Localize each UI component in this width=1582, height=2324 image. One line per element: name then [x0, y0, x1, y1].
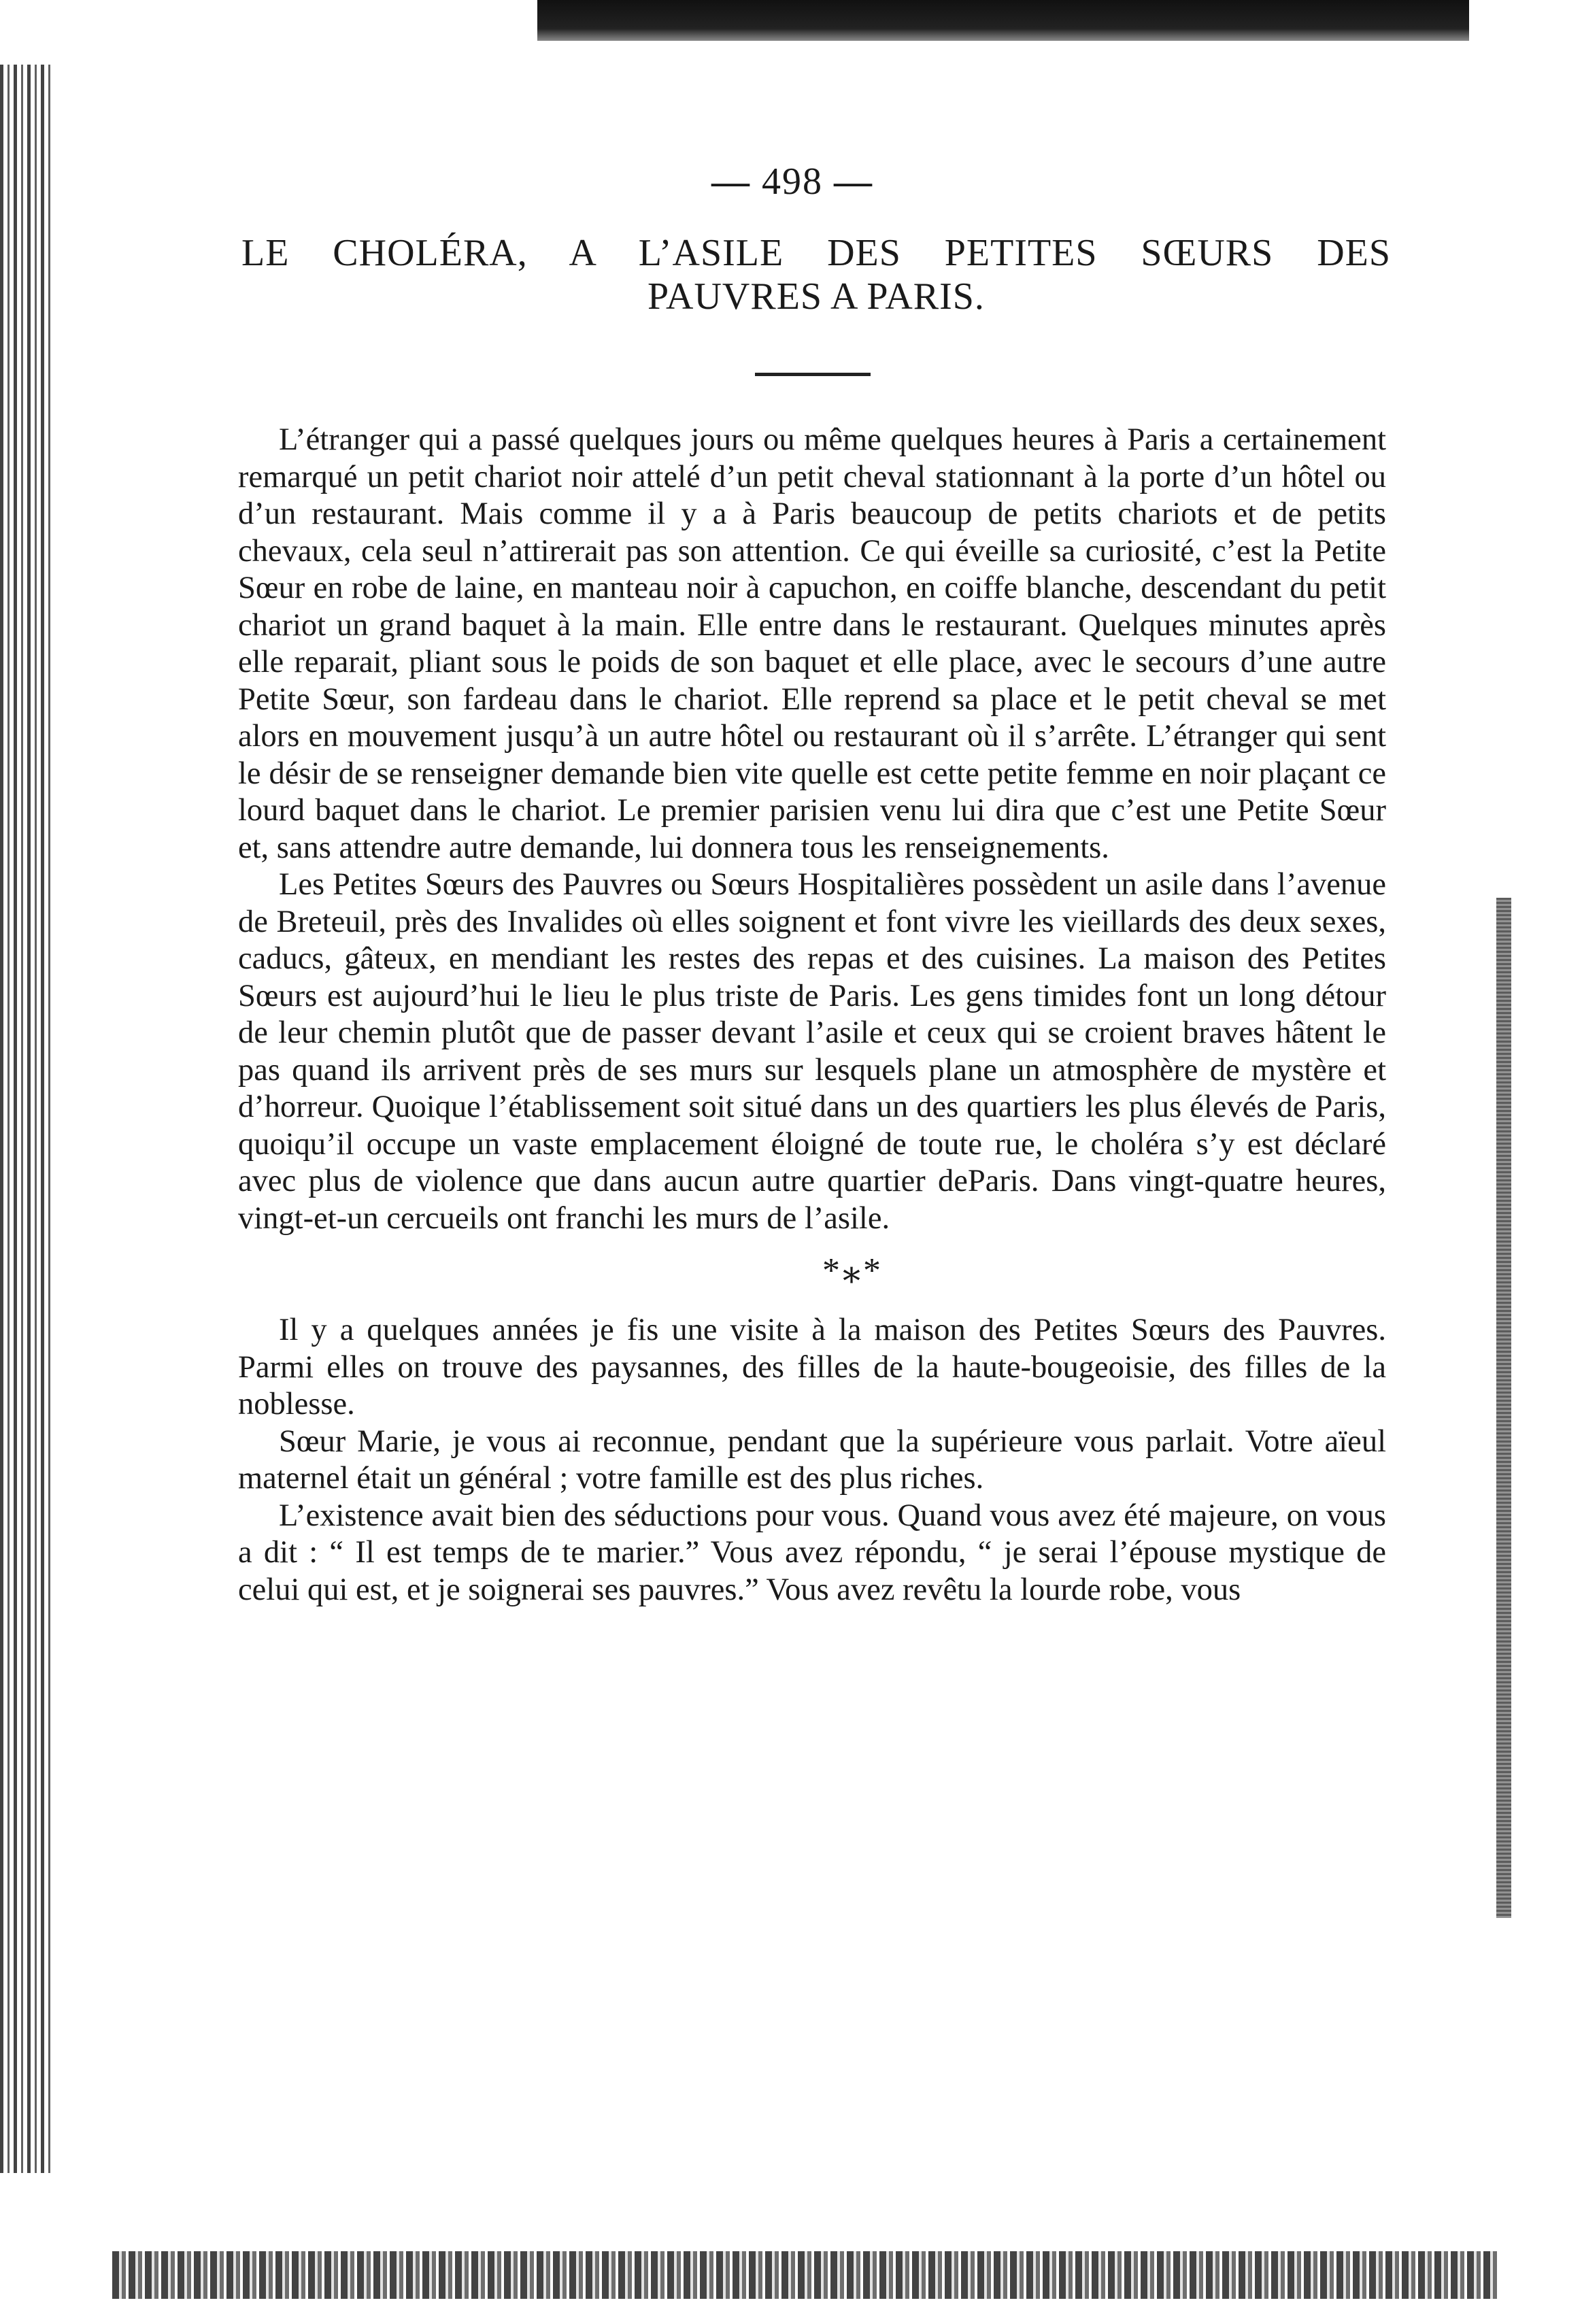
- scan-border-bottom: [112, 2251, 1500, 2299]
- paragraph-4: Sœur Marie, je vous ai reconnue, pendant que la supérieure vous parlait. Votre aïeul maternel était un général ; votre famille est des plus riches.: [238, 1424, 1386, 1496]
- paragraph-5: L’existence avait bien des séductions pour vous. Quand vous avez été majeure, on vous a dit : “ Il est temps de te marier.” Vous avez répondu, “ je serai l’épouse mystique de celui qui est, et je soignerai ses pauvres.” Vous avez revêtu la lourde robe, vous: [238, 1498, 1386, 1607]
- section-break-asterism: *⁎*: [822, 1251, 883, 1290]
- title-divider: [755, 373, 871, 376]
- page-number-value: 498: [762, 161, 823, 203]
- scan-border-top: [537, 0, 1469, 41]
- scan-border-right: [1496, 898, 1511, 1918]
- title-line-1: LE CHOLÉRA, A L’ASILE DES PETITES SŒURS DES: [241, 232, 1391, 274]
- scan-border-left: [0, 65, 54, 2173]
- paragraph-3: Il y a quelques années je fis une visite à la maison des Petites Sœurs des Pauvres. Parmi elles on trouve des paysannes, des filles de la haute-bougeoisie, des filles de la noblesse.: [238, 1313, 1386, 1421]
- title-line-2: PAUVRES A PARIS.: [647, 275, 985, 318]
- paragraph-1: L’étranger qui a passé quelques jours ou même quelques heures à Paris a certainement remarqué un petit chariot noir attelé d’un petit cheval stationnant à la porte d’un hôtel ou d’un restaurant. Mais comme il y a à Paris beaucoup de petits chariots et de petits chevaux, cela seul n’attirerait pas son attention. Ce qui éveille sa curiosité, c’est la Petite Sœur en robe de laine, en manteau noir à capuchon, en coiffe blanche, descendant du petit chariot un grand baquet à la main. Elle entre dans le restaurant. Quelques minutes après elle reparait, pliant sous le poids de son baquet et elle place, avec le secours d’une autre Petite Sœur, son fardeau dans le chariot. Elle reprend sa place et le petit cheval se met alors en mouvement jusqu’à un autre hôtel ou restaurant où il s’arrête. L’étranger qui sent le désir de se renseigner demande bien vite quelle est cette petite femme en noir plaçant ce lourd baquet dans le chariot. Le premier parisien venu lui dira que c’est une Petite Sœur et, sans attendre autre demande, lui donnera tous les renseignements.: [238, 422, 1386, 865]
- paragraph-2: Les Petites Sœurs des Pauvres ou Sœurs Hospitalières possèdent un asile dans l’avenue de Breteuil, près des Invalides où elles soignent et font vivre les vieillards des deux sexes, caducs, gâteux, en mendiant les restes des repas et des cuisines. La maison des Petites Sœurs est aujourd’hui le lieu le plus triste de Paris. Les gens timides font un long détour de leur chemin plutôt que de passer devant l’asile et ceux qui se croient braves hâtent le pas quand ils arrivent près de ses murs sur lesquels plane un atmosphère de mystère et d’horreur. Quoique l’établissement soit situé dans un des quartiers les plus élevés de Paris, quoiqu’il occupe un vaste emplacement éloigné de toute rue, le choléra s’y est déclaré avec plus de violence que dans aucun autre quartier deParis. Dans vingt-quatre heures, vingt-et-un cercueils ont franchi les murs de l’asile.: [238, 867, 1386, 1236]
- page-number: — 498 —: [711, 161, 873, 203]
- article-title: [241, 231, 1391, 318]
- article-body: [238, 422, 1386, 1609]
